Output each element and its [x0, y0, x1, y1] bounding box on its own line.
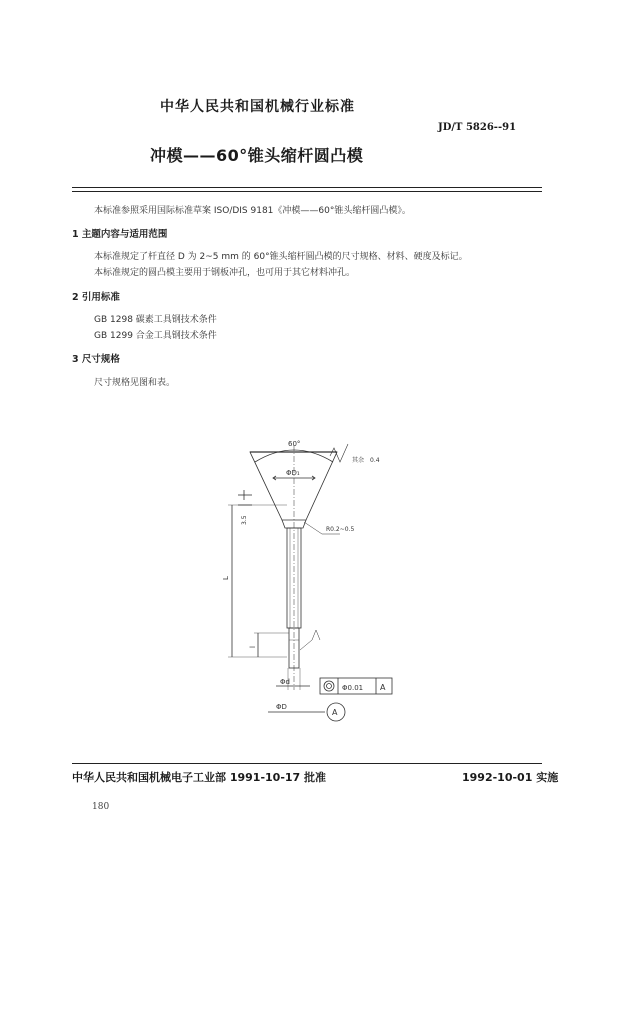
- chamfer-note: R0.2~0.5: [326, 526, 355, 533]
- surface-note: 其余: [352, 457, 365, 464]
- document-title: 冲模——60°锥头缩杆圆凸模: [150, 146, 364, 165]
- tolerance-datum: A: [380, 683, 386, 692]
- section-3-line-1: 尺寸规格见图和表。: [94, 378, 176, 388]
- section-1-line-2: 本标准规定的圆凸模主要用于钢板冲孔，也可用于其它材料冲孔。: [94, 268, 356, 278]
- page-number: 180: [92, 802, 110, 812]
- approval-note: 中华人民共和国机械电子工业部 1991-10-17 批准: [72, 771, 327, 784]
- dim-t-label: 3.5: [241, 515, 248, 525]
- standard-code: JD/T 5826--91: [438, 122, 517, 133]
- section-1-heading: 1 主题内容与适用范围: [72, 229, 168, 240]
- implementation-date: 1992-10-01 实施: [462, 771, 559, 784]
- tolerance-value: Φ0.01: [342, 684, 364, 692]
- dim-d1-label: ΦD₁: [286, 469, 300, 477]
- datum-letter: A: [332, 708, 338, 717]
- dim-angle-label: 60°: [288, 440, 301, 448]
- dim-l-label: l: [249, 646, 257, 648]
- dim-L-label: L: [222, 576, 230, 580]
- section-2-line-2: GB 1299 合金工具钢技术条件: [94, 331, 217, 341]
- punch-cone-head: [250, 452, 337, 520]
- section-3-heading: 3 尺寸规格: [72, 354, 120, 365]
- section-2-heading: 2 引用标准: [72, 292, 120, 303]
- footer-rule: [72, 763, 542, 764]
- dim-d-label: Φd: [280, 678, 290, 686]
- roughness-value: 0.4: [370, 457, 380, 464]
- issuing-organization: 中华人民共和国机械行业标准: [160, 99, 355, 115]
- section-2-line-1: GB 1298 碳素工具钢技术条件: [94, 315, 217, 325]
- dim-D-label: ΦD: [276, 703, 287, 711]
- intro-paragraph: 本标准参照采用国际标准草案 ISO/DIS 9181《冲模——60°锥头缩杆圆凸模》。: [94, 206, 411, 216]
- section-1-line-1: 本标准规定了杆直径 D 为 2~5 mm 的 60°锥头缩杆圆凸模的尺寸规格、材料、硬度及标记。: [94, 252, 468, 262]
